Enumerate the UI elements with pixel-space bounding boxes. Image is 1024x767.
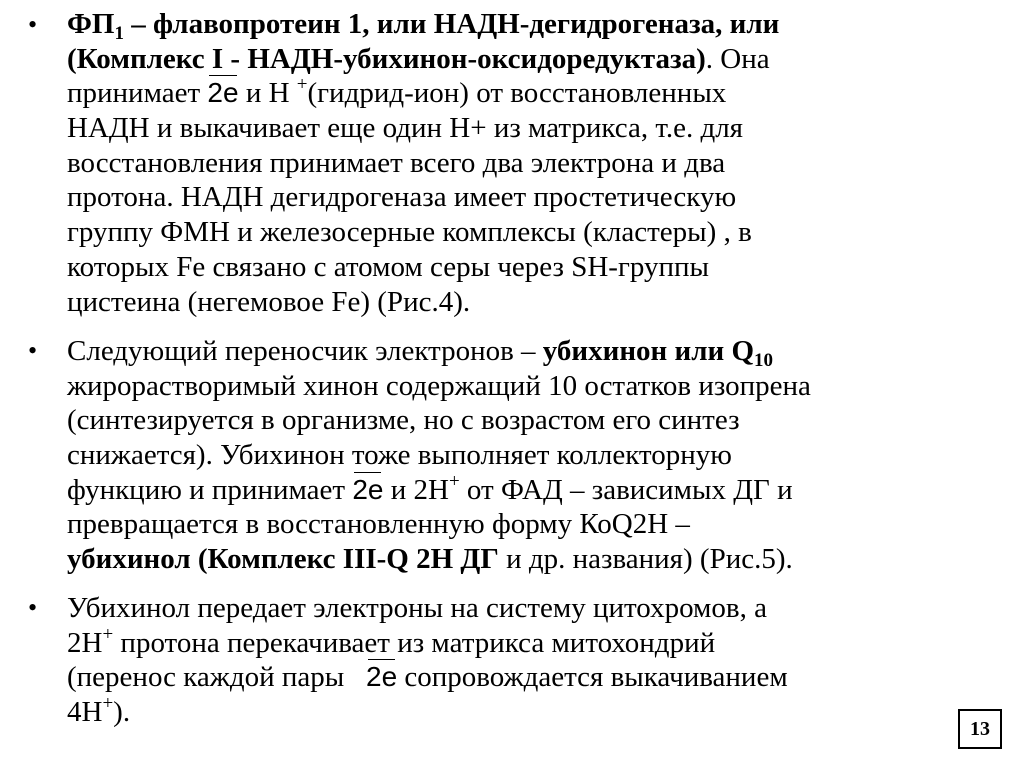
paragraph-complex-1 xyxy=(67,7,1017,319)
text-run: протона перекачивает из матрикса митохондрий xyxy=(113,626,716,659)
text-run: и др. названия) (Рис.5). xyxy=(498,543,793,576)
superscript: + xyxy=(102,693,114,715)
text-run: сопровождается выкачиванием xyxy=(397,661,788,694)
text-line: группу ФМН и железосерные комплексы (кластеры) , в xyxy=(67,216,752,249)
text-line xyxy=(67,334,1017,369)
text-line xyxy=(67,42,1017,77)
paragraph-ubiquinol xyxy=(67,591,1017,730)
text-run: принимает xyxy=(67,77,208,110)
text-line: цистеина (негемовое Fe) (Рис.4). xyxy=(67,285,471,318)
text-line: превращается в восстановленную форму КоQ2Н – xyxy=(67,508,690,541)
text-run: от ФАД – зависимых ДГ и xyxy=(459,473,793,506)
text-run: 2Н xyxy=(67,626,103,659)
subscript: 10 xyxy=(754,350,773,371)
text-line xyxy=(67,470,1017,508)
electron-pair-symbol: 2е xyxy=(352,473,383,508)
bold-text: убихинол (Комплекс III-Q 2Н ДГ xyxy=(67,543,499,576)
bullet-marker: • xyxy=(28,336,38,365)
text-line: снижается). Убихинон тоже выполняет коллекторную xyxy=(67,439,732,472)
paragraph-ubiquinone xyxy=(67,334,1017,577)
text-line: восстановления принимает всего два электрона и два xyxy=(67,146,726,179)
bullet-marker: • xyxy=(28,593,38,622)
subscript: 1 xyxy=(114,23,124,44)
text-line: (синтезируется в организме, но с возрастом его синтез xyxy=(67,404,740,437)
superscript: + xyxy=(296,74,308,96)
text-line: протона. НАДН дегидрогеназа имеет простетическую xyxy=(67,181,737,214)
superscript: + xyxy=(102,623,114,645)
text-line xyxy=(67,695,1017,730)
text-run: 4Н xyxy=(67,696,103,729)
text-run: ФП xyxy=(67,8,115,40)
superscript: + xyxy=(448,470,460,492)
bold-text: убихинон или Q xyxy=(542,335,754,367)
text-run: ). xyxy=(113,696,131,729)
text-run: (гидрид-ион) от восстановленных xyxy=(307,77,727,110)
text-line: жирорастворимый хинон содержащий 10 остатков изопрена xyxy=(67,369,811,402)
text-run: – флавопротеин 1, или НАДН-дегидрогеназа, или xyxy=(123,8,780,40)
text-run: и 2Н xyxy=(383,473,449,506)
text-line xyxy=(67,76,1017,111)
text-run: Следующий переносчик электронов – xyxy=(67,335,543,367)
text-line: НАДН и выкачивает еще один Н+ из матрикса, т.е. для xyxy=(67,112,744,145)
text-run: (перенос каждой пары xyxy=(67,661,366,694)
text-run: и Н xyxy=(238,77,297,110)
bold-text: (Комплекс I - НАДН-убихинон-оксидоредуктаза) xyxy=(67,42,706,75)
bullet-marker: • xyxy=(28,10,38,39)
text-line xyxy=(67,7,1017,42)
text-line xyxy=(67,660,1017,695)
page-number: 13 xyxy=(958,709,1002,749)
text-run: . Она xyxy=(705,42,770,75)
text-line xyxy=(67,542,1017,577)
text-line: Убихинол передает электроны на систему цитохромов, а xyxy=(67,592,767,624)
text-line xyxy=(67,623,1017,661)
electron-pair-symbol: 2е xyxy=(207,76,238,111)
text-line: которых Fe связано с атомом серы через SH-группы xyxy=(67,250,709,283)
text-run: функцию и принимает xyxy=(67,473,353,506)
electron-pair-symbol: 2е xyxy=(366,660,397,695)
